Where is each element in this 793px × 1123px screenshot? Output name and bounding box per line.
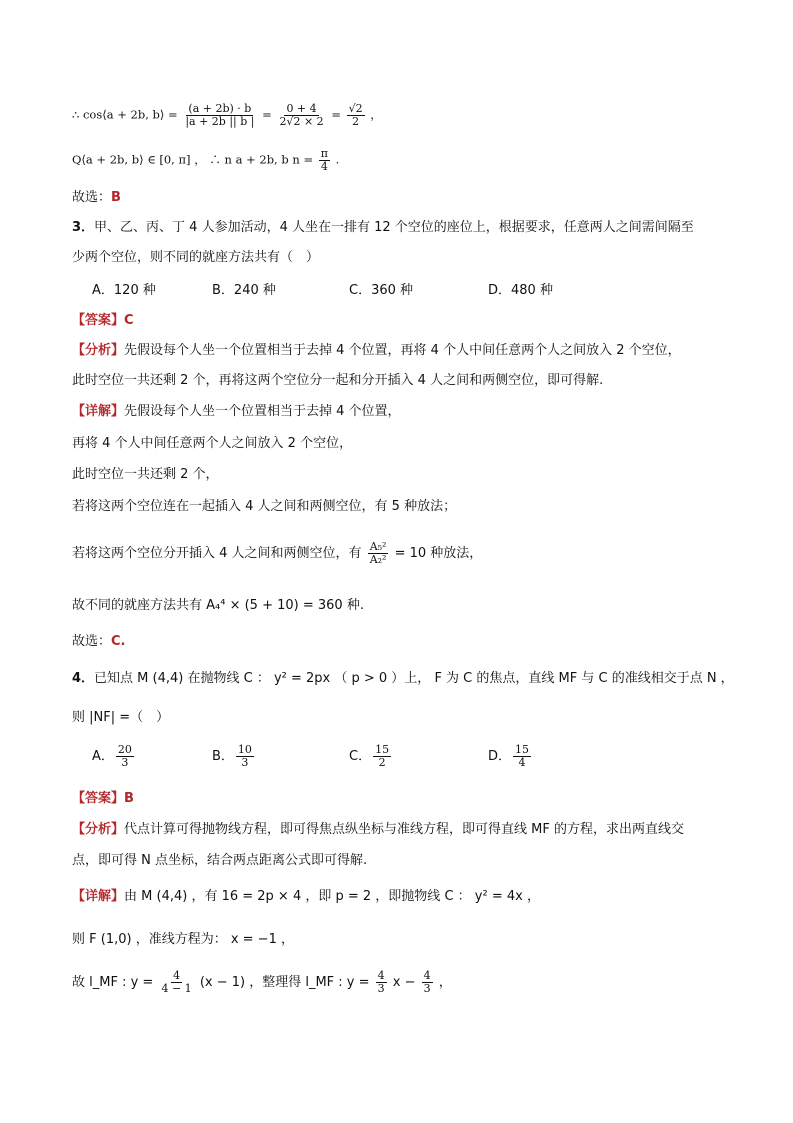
analysis-tag: 【分析】	[72, 822, 125, 837]
frac-num: 20	[117, 743, 132, 756]
frac-den: 4	[320, 160, 328, 173]
q4-text: 则 |NF| =（ ）	[72, 710, 170, 725]
q3-number: 3．	[72, 220, 95, 235]
cos-equation-line: ∴ cos⟨a + 2b, b⟩ = $\frac{(a + 2b) \cdot b}{|a + 2b || b |}$ = $\frac{0 + 4}{2√2 \times 2}$ = $\frac{√2}{2}$ ，	[72, 102, 382, 128]
answer-tag: 【答案】	[72, 313, 125, 328]
option-fraction	[373, 744, 391, 769]
frac-den: 3	[377, 982, 385, 995]
angle-result: ∴ n a + 2b, b n =	[209, 152, 314, 167]
q3-analysis-line2	[72, 371, 603, 391]
frac-num: A₅²	[369, 540, 387, 553]
option-value: 360 种	[371, 283, 414, 298]
q3-answer	[72, 311, 134, 331]
q3-detail-line6	[72, 596, 364, 616]
cos-prefix: ∴ cos⟨a + 2b, b⟩ =	[72, 107, 178, 122]
line-end: .	[335, 152, 340, 167]
frac-den: A₂²	[369, 553, 387, 566]
q4-text-line2	[72, 708, 169, 728]
analysis-tag: 【分析】	[72, 343, 125, 358]
frac-den: 2	[352, 115, 360, 128]
frac-num: 4	[173, 969, 181, 982]
q4-analysis-line2	[72, 851, 367, 871]
option-value: 240 种	[233, 283, 276, 298]
option-value: 120 种	[113, 283, 156, 298]
q3-text-line2	[72, 248, 319, 268]
choose-value: C.	[111, 634, 126, 649]
q3-option-d	[488, 279, 553, 298]
answer-value: B	[124, 791, 134, 806]
detail-text: 若将这两个空位连在一起插入 4 人之间和两侧空位，有 5 种放法；	[72, 499, 457, 514]
analysis-text: 此时空位一共还剩 2 个，再将这两个空位分一起和分开插入 4 人之间和两侧空位，即可得解.	[72, 373, 604, 388]
choose-value: B	[111, 190, 121, 205]
option-value: 480 种	[511, 283, 553, 298]
top-choose-line	[72, 188, 121, 208]
q3-text: 少两个空位，则不同的就座方法共有（ ）	[72, 250, 320, 265]
q3-detail-line2	[72, 434, 352, 454]
angle-range: Q⟨a + 2b, b⟩ ∈ [0, π] ，	[72, 152, 206, 167]
frac-num: 4	[377, 969, 385, 982]
analysis-text: 先假设每个人坐一个位置相当于去掉 4 个位置，再将 4 个人中间任意两个人之间放入 2 个空位，	[124, 343, 681, 358]
option-label: D．	[488, 749, 512, 764]
q4-detail-line2	[72, 930, 294, 950]
q4-detail-line3	[72, 970, 452, 995]
analysis-text: 点，即可得 N 点坐标，结合两点距离公式即可得解.	[72, 853, 368, 868]
q3-text-line1	[72, 218, 694, 238]
q3-analysis-line1	[72, 341, 681, 361]
q3-detail-line5	[72, 541, 482, 566]
q4-option-a	[92, 744, 136, 769]
option-fraction	[116, 744, 134, 769]
answer-value: C	[124, 313, 134, 328]
frac-num: √2	[348, 102, 363, 115]
q4-analysis-line1	[72, 820, 684, 840]
frac-den: 3	[423, 982, 431, 995]
frac-den: 3	[241, 756, 249, 769]
slope-fraction	[159, 970, 193, 995]
q4-text-line1	[72, 669, 734, 689]
frac-num: 0 + 4	[286, 102, 317, 115]
choose-label: 故选：	[72, 634, 112, 649]
frac-den: |a + 2b || b |	[185, 115, 255, 128]
option-label: D．	[488, 283, 512, 298]
arrangement-fraction	[368, 541, 389, 566]
q4-detail-line1	[72, 887, 540, 907]
detail-text: 故不同的就座方法共有 A₄⁴ × (5 + 10) = 360 种.	[72, 598, 364, 613]
choose-label: 故选：	[72, 190, 112, 205]
frac-num: 15	[375, 743, 390, 756]
detail-tag: 【详解】	[72, 404, 125, 419]
analysis-text: 代点计算可得抛物线方程，即可得焦点纵坐标与准线方程，即可得直线 MF 的方程，求出两直线交	[124, 822, 684, 837]
frac-num: 15	[515, 743, 530, 756]
option-fraction	[236, 744, 254, 769]
frac-num: (a + 2b) · b	[188, 102, 252, 115]
slope-fraction-2	[376, 970, 387, 995]
option-label: A．	[92, 283, 114, 298]
detail-text: 由 M (4,4) ，有 16 = 2p × 4 ，即 p = 2 ，即抛物线 C ： y² = 4x ，	[124, 889, 540, 904]
option-label: B．	[212, 283, 234, 298]
detail-text: 先假设每个人坐一个位置相当于去掉 4 个位置，	[124, 404, 401, 419]
detail-text: (x − 1) ，整理得 l_MF : y =	[199, 975, 370, 990]
angle-range-line	[72, 148, 339, 173]
q3-option-a	[92, 279, 156, 298]
frac-num: 4	[423, 969, 431, 982]
answer-tag: 【答案】	[72, 791, 125, 806]
cos-fraction-2	[277, 103, 325, 128]
q3-detail-line4	[72, 497, 456, 517]
frac-den: 2	[378, 756, 386, 769]
detail-text: 此时空位一共还剩 2 个，	[72, 467, 219, 482]
detail-text: 再将 4 个人中间任意两个人之间放入 2 个空位，	[72, 436, 353, 451]
option-label: C．	[349, 283, 372, 298]
frac-den: 3	[121, 756, 129, 769]
q4-number: 4．	[72, 671, 95, 686]
detail-text: 故 l_MF : y =	[72, 975, 154, 990]
frac-num: 10	[237, 743, 252, 756]
q4-answer	[72, 789, 134, 809]
option-label: A．	[92, 749, 114, 764]
line-end: ，	[370, 107, 382, 122]
detail-text: ，	[438, 975, 452, 990]
q3-detail-line3	[72, 465, 219, 485]
detail-text: = 10 种放法，	[394, 546, 483, 561]
q3-option-b	[212, 279, 276, 298]
detail-text: x −	[392, 975, 416, 990]
q4-option-b	[212, 744, 256, 769]
q4-text: 已知点 M (4,4) 在抛物线 C ： y² = 2px （ p > 0 ）上， F 为 C 的焦点，直线 MF 与 C 的准线相交于点 N ，	[94, 671, 734, 686]
q3-text: 甲、乙、丙、丁 4 人参加活动，4 人坐在一排有 12 个空位的座位上，根据要求，任意两人之间需间隔至	[94, 220, 694, 235]
q3-option-c	[349, 279, 413, 298]
option-label: B．	[212, 749, 234, 764]
frac-num: π	[320, 147, 328, 160]
q4-option-c	[349, 744, 393, 769]
cos-fraction-3	[347, 103, 365, 128]
pi-over-4	[319, 148, 330, 173]
q4-option-d	[488, 744, 533, 769]
cos-fraction-1	[183, 103, 256, 128]
intercept-fraction	[422, 970, 433, 995]
option-label: C．	[349, 749, 372, 764]
q3-detail-line1	[72, 402, 401, 422]
frac-den: 4 − 1	[161, 982, 192, 995]
frac-den: 2√2 × 2	[279, 115, 324, 128]
q3-choose-line	[72, 632, 126, 652]
frac-den: 4	[518, 756, 526, 769]
detail-tag: 【详解】	[72, 889, 125, 904]
option-fraction	[513, 744, 531, 769]
detail-text: 若将这两个空位分开插入 4 人之间和两侧空位，有	[72, 546, 362, 561]
detail-text: 则 F (1,0) ，准线方程为： x = −1 ，	[72, 932, 294, 947]
